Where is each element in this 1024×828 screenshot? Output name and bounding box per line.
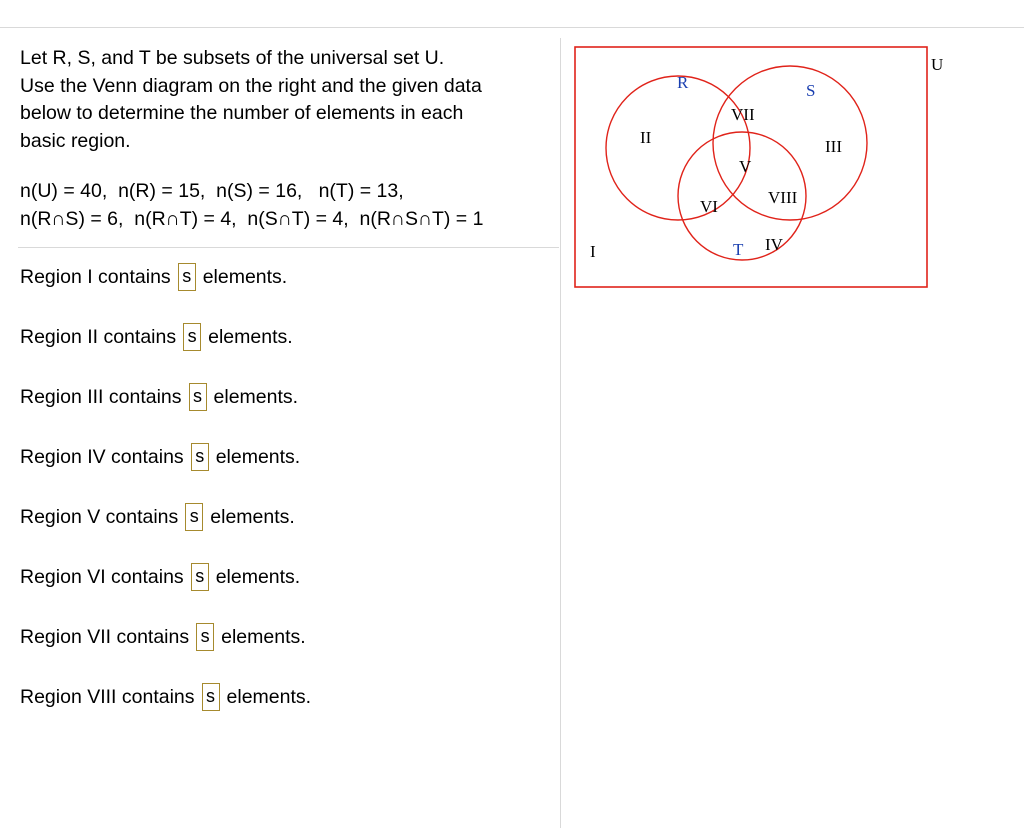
region-iv-label: Region IV contains — [20, 446, 184, 468]
intro-line: basic region. — [20, 129, 131, 152]
region-v-marker: V — [739, 157, 752, 176]
given-line-1: n(U) = 40, n(R) = 15, n(S) = 16, n(T) = 13, — [20, 180, 404, 202]
region-vi-suffix: elements. — [215, 566, 301, 588]
region-iii-label: Region III contains — [20, 386, 182, 408]
region-vii-answer-input[interactable]: s — [196, 623, 214, 651]
region-viii-answer-input[interactable]: s — [202, 683, 220, 711]
region-i-suffix: elements. — [202, 266, 288, 288]
region-viii-suffix: elements. — [226, 686, 312, 708]
region-v-answer-input[interactable]: s — [185, 503, 203, 531]
region-ii-answer-input[interactable]: s — [183, 323, 201, 351]
region-viii-label: Region VIII contains — [20, 686, 195, 708]
region-i-answer-input[interactable]: s — [178, 263, 196, 291]
region-i-marker: I — [590, 242, 596, 261]
given-line-2: n(R∩S) = 6, n(R∩T) = 4, n(S∩T) = 4, n(R∩S∩T) = 1 — [20, 207, 484, 230]
intro-line: below to determine the number of elements in each — [20, 102, 464, 124]
universe-label: U — [931, 55, 944, 74]
region-vii-marker: VII — [731, 105, 755, 124]
region-iii-marker: III — [825, 137, 842, 156]
region-v-suffix: elements. — [210, 506, 295, 528]
intro-line: Let R, S, and T be subsets of the universal set U. — [20, 47, 445, 69]
region-vii-suffix: elements. — [221, 626, 306, 648]
region-iv-suffix: elements. — [215, 446, 301, 468]
region-iii-suffix: elements. — [213, 386, 299, 408]
region-v-label: Region V contains — [20, 506, 179, 528]
region-viii-marker: VIII — [768, 188, 798, 207]
region-vii-label: Region VII contains — [20, 626, 190, 648]
region-vi-label: Region VI contains — [20, 566, 184, 588]
region-iv-answer-input[interactable]: s — [191, 443, 209, 471]
set-t-label: T — [733, 240, 744, 259]
region-vi-marker: VI — [700, 197, 718, 216]
set-s-label: S — [806, 81, 816, 100]
region-i-label: Region I contains — [20, 266, 171, 288]
region-vi-answer-input[interactable]: s — [191, 563, 209, 591]
region-ii-suffix: elements. — [208, 326, 293, 348]
region-ii-label: Region II contains — [20, 326, 177, 348]
set-r-label: R — [677, 73, 689, 92]
region-iv-marker: IV — [765, 235, 783, 254]
region-ii-marker: II — [640, 128, 652, 147]
intro-line: Use the Venn diagram on the right and the given data — [20, 74, 482, 97]
region-iii-answer-input[interactable]: s — [189, 383, 207, 411]
